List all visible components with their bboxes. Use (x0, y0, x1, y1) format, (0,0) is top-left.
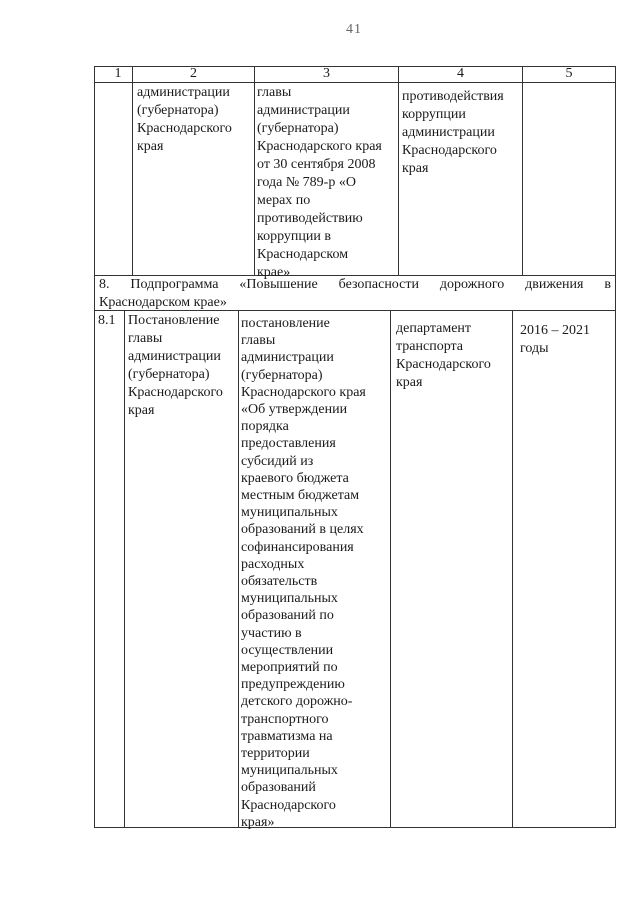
header-col-1: 1 (114, 66, 122, 81)
header-bottom-border (94, 82, 616, 83)
page-number: 41 (346, 22, 362, 37)
table-left-border (94, 66, 95, 828)
row-col-2: Постановление главы администрации (губернатора) Краснодарского края (128, 313, 223, 418)
header-col-5: 5 (565, 66, 573, 81)
col-divider-1-bottom (124, 310, 125, 828)
subprogram-word: Подпрограмма (130, 277, 219, 292)
row-col-3: постановление главы администрации (губернатора) Краснодарского края «Об утверждении порядка предоставления субсидий из краевого бюджета местным бюджетам муниципальных образований в целях софинансирования расходных обязательств муниципальных образований по участию в осуществлении мероприятий по предупреждению детского дорожно- транспортного травматизма на территории муниципальных образований Краснодарского края» (241, 316, 366, 830)
subprogram-word: дорожного (439, 277, 505, 292)
subprogram-word: в (604, 277, 611, 292)
subprogram-title (99, 276, 611, 312)
header-col-2: 2 (190, 66, 197, 81)
continued-col-2: администрации (губернатора) Краснодарского края (137, 85, 232, 154)
subprogram-word: 8. (99, 277, 110, 292)
col-divider-1-top (132, 66, 133, 275)
header-col-4: 4 (457, 66, 464, 81)
header-col-3: 3 (323, 66, 330, 81)
document-table (94, 66, 616, 828)
row-number: 8.1 (98, 313, 116, 328)
table-right-border (615, 66, 616, 828)
subprogram-title-line2: Краснодарском крае» (99, 295, 227, 310)
continued-col-4: противодействия коррупции администрации Краснодарского края (402, 89, 504, 176)
subprogram-word: движения (525, 277, 584, 292)
subprogram-word: безопасности (338, 277, 419, 292)
continued-col-3: главы администрации (губернатора) Краснодарского края от 30 сентября 2008 года № 789-р «О мерах по противодействию коррупции в Краснодарском крае» (257, 85, 382, 280)
subprogram-word: «Повышение (239, 277, 318, 292)
row-col-4: департамент транспорта Краснодарского края (396, 321, 491, 390)
row-col-5: 2016 – 2021 годы (520, 323, 590, 356)
